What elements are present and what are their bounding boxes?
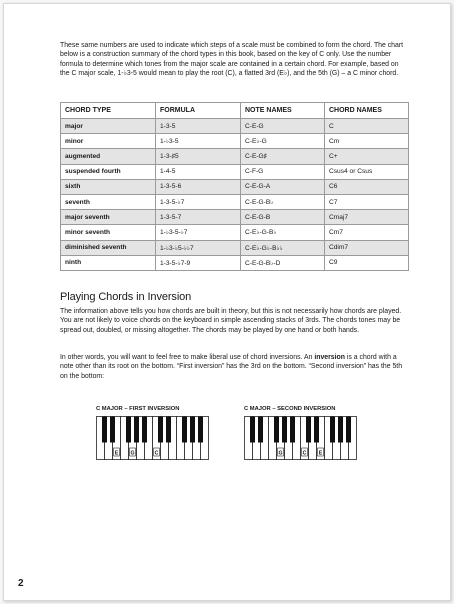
- column-header: CHORD TYPE: [61, 103, 156, 119]
- section-title: Playing Chords in Inversion: [60, 291, 192, 303]
- inversion-paragraph-2: [60, 353, 408, 381]
- chord-type-cell: diminished seventh: [61, 240, 156, 255]
- page-number: 2: [18, 578, 24, 589]
- black-key: [182, 417, 187, 443]
- formula-cell: 1-3-5: [156, 119, 241, 134]
- black-key: [306, 417, 311, 443]
- black-key: [110, 417, 115, 443]
- note-names-cell: C-E♭-G-B♭: [241, 225, 325, 240]
- chord-names-cell: Cm7: [325, 225, 409, 240]
- table-row: [61, 225, 409, 240]
- black-key: [290, 417, 295, 443]
- note-label: C: [154, 450, 159, 457]
- chord-type-cell: augmented: [61, 149, 156, 164]
- table-row: [61, 119, 409, 134]
- note-label: E: [114, 450, 119, 457]
- note-names-cell: C-E-G-B♭-D: [241, 255, 325, 270]
- black-key: [250, 417, 255, 443]
- chord-names-cell: Csus4 or Csus: [325, 164, 409, 179]
- chord-names-cell: Cmaj7: [325, 210, 409, 225]
- note-names-cell: C-E♭-G♭-B♭♭: [241, 240, 325, 255]
- black-key: [338, 417, 343, 443]
- keyboard-diagram-second-inversion: [244, 406, 360, 460]
- formula-cell: 1-♭3-5: [156, 134, 241, 149]
- formula-cell: 1-4-5: [156, 164, 241, 179]
- keyboard-diagram-first-inversion: [96, 406, 212, 460]
- note-names-cell: C-E-G-B: [241, 210, 325, 225]
- black-key: [134, 417, 139, 443]
- black-key: [274, 417, 279, 443]
- piano-keyboard: [244, 416, 360, 460]
- piano-keyboard: [96, 416, 212, 460]
- keyboard-label: C MAJOR – SECOND INVERSION: [244, 406, 336, 412]
- note-label: C: [302, 450, 307, 457]
- table-row: [61, 194, 409, 209]
- chord-names-cell: C+: [325, 149, 409, 164]
- table-row: [61, 255, 409, 270]
- inversion-paragraph-1: The information above tells you how chords are built in theory, but this is not necessarily how chords are played. You are not likely to voice chords on the keyboard in simple ascending stacks of 3rds. The chords tones may be spread out, doubled, or missing altogether. The chords may be played by one hand or both hands.: [60, 308, 402, 334]
- intro-paragraph: These same numbers are used to indicate which steps of a scale must be combined to form the chord. The chart below is a construction summary of the chord types in this book, based on the key of C only. Use the number formula to determine which tones from the major scale are contained in a certain chord. For example, based on the C major scale, 1-♭3-5 would mean to play the root (C), a flatted 3rd (E♭), and the 5th (G) – a C minor chord.: [60, 42, 404, 78]
- black-key: [158, 417, 163, 443]
- note-label: G: [278, 450, 283, 457]
- formula-cell: 1-3-5-♭7-9: [156, 255, 241, 270]
- chord-type-cell: seventh: [61, 194, 156, 209]
- formula-cell: 1-♭3-♭5-♭♭7: [156, 240, 241, 255]
- column-header: CHORD NAMES: [325, 103, 409, 119]
- black-key: [282, 417, 287, 443]
- chord-type-cell: sixth: [61, 179, 156, 194]
- chord-type-cell: minor seventh: [61, 225, 156, 240]
- formula-cell: 1-3-5-7: [156, 210, 241, 225]
- paragraph-text: In other words, you will want to feel free to make liberal use of chord inversions. An: [60, 354, 315, 361]
- chord-names-cell: Cm: [325, 134, 409, 149]
- page: [3, 3, 451, 601]
- chord-names-cell: C7: [325, 194, 409, 209]
- chord-names-cell: C6: [325, 179, 409, 194]
- keyboard-label: C MAJOR – FIRST INVERSION: [96, 406, 180, 412]
- note-names-cell: C-F-G: [241, 164, 325, 179]
- column-header: NOTE NAMES: [241, 103, 325, 119]
- table-row: [61, 164, 409, 179]
- chord-names-cell: Cdim7: [325, 240, 409, 255]
- note-names-cell: C-E-G: [241, 119, 325, 134]
- black-key: [198, 417, 203, 443]
- chord-types-table: [60, 102, 409, 271]
- note-names-cell: C-E♭-G: [241, 134, 325, 149]
- formula-cell: 1-3-5-♭7: [156, 194, 241, 209]
- black-key: [190, 417, 195, 443]
- formula-cell: 1-♭3-5-♭7: [156, 225, 241, 240]
- note-names-cell: C-E-G♯: [241, 149, 325, 164]
- chord-type-cell: suspended fourth: [61, 164, 156, 179]
- table-row: [61, 149, 409, 164]
- black-key: [142, 417, 147, 443]
- black-key: [166, 417, 171, 443]
- note-names-cell: C-E-G-B♭: [241, 194, 325, 209]
- black-key: [330, 417, 335, 443]
- chord-type-cell: major seventh: [61, 210, 156, 225]
- table-row: [61, 240, 409, 255]
- table-row: [61, 210, 409, 225]
- chord-type-cell: ninth: [61, 255, 156, 270]
- black-key: [102, 417, 107, 443]
- note-label: G: [130, 450, 135, 457]
- bold-term-inversion: inversion: [314, 354, 345, 361]
- table-header-row: [61, 103, 409, 119]
- chord-type-cell: minor: [61, 134, 156, 149]
- black-key: [258, 417, 263, 443]
- black-key: [346, 417, 351, 443]
- table-row: [61, 134, 409, 149]
- black-key: [314, 417, 319, 443]
- chord-type-cell: major: [61, 119, 156, 134]
- formula-cell: 1-3-5-6: [156, 179, 241, 194]
- table-row: [61, 179, 409, 194]
- note-names-cell: C-E-G-A: [241, 179, 325, 194]
- black-key: [126, 417, 131, 443]
- note-label: E: [318, 450, 323, 457]
- column-header: FORMULA: [156, 103, 241, 119]
- chord-names-cell: C9: [325, 255, 409, 270]
- chord-names-cell: C: [325, 119, 409, 134]
- paragraph-text: is a chord with a note other than its root on the bottom. “First inversion” has the 3rd on the bottom. “Second inversion” has the 5th on the bottom:: [60, 354, 403, 380]
- formula-cell: 1-3-♯5: [156, 149, 241, 164]
